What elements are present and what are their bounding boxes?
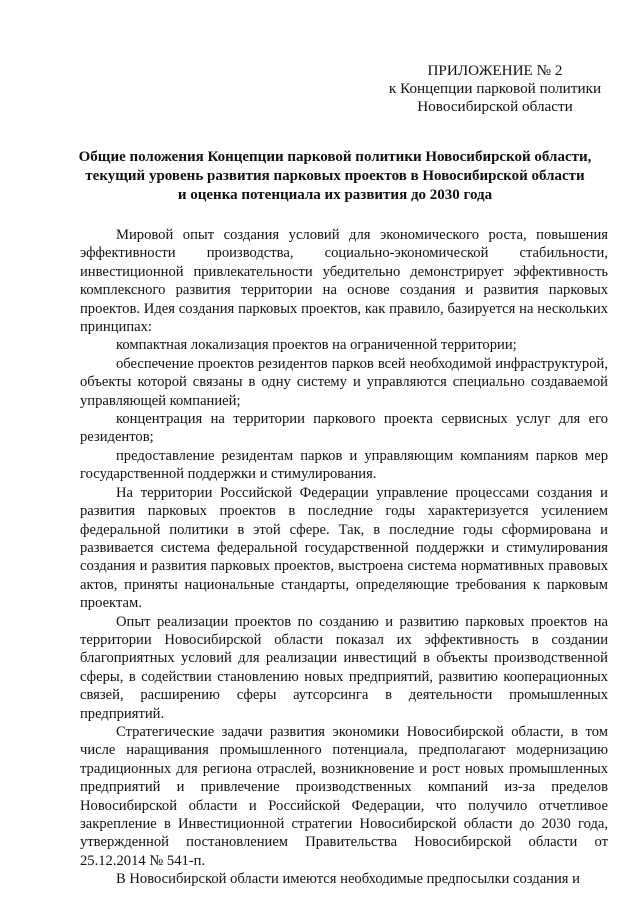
paragraph-federal-policy: На территории Российской Федерации управление процессами создания и развития парковых проектов в последние годы характеризуется усилением федеральной политики в этой сфере. Так, в последние годы сформирована и развивается система федеральной государственной поддержки и стимулирования создания и развития парковых проектов, выстроена система нормативных правовых актов, приняты национальные стандарты, определяющие требования к парковым проектам. [80,484,608,612]
principle-service-concentration: концентрация на территории паркового проекта сервисных услуг для его резидентов; [80,411,608,446]
paragraph-regional-experience: Опыт реализации проектов по созданию и развитию парковых проектов на территории Новосибирской области показал их эффективность в создании благоприятных условий для реализации инвестиций в объекты производственной сферы, в содействии становлению новых предприятий, развитию кооперационных связей, расширению сферы аутсорсинга в деятельности промышленных предприятий. [80,613,608,722]
paragraph-world-experience: Мировой опыт создания условий для экономического роста, повышения эффективности производства, социально-экономической стабильности, инвестиционной привлекательности убедительно демонстрирует эффективность комплексного развития территории на основе создания и развития парковых проектов. Идея создания парковых проектов, как правило, базируется на нескольких принципах: [80,227,608,336]
annex-header [360,62,630,116]
annex-region: Новосибирской области [417,98,573,115]
title-line-2: текущий уровень развития парковых проектов в Новосибирской области [85,168,585,184]
annex-number: ПРИЛОЖЕНИЕ № 2 [427,62,563,79]
principle-infrastructure: обеспечение проектов резидентов парков всей необходимой инфраструктурой, объекты которой связаны в одну систему и управляются специально создаваемой управляющей компанией; [80,355,608,409]
paragraph-prerequisites: В Новосибирской области имеются необходимые предпосылки создания и [116,871,580,888]
paragraph-strategic-tasks: Стратегические задачи развития экономики Новосибирской области, в том числе наращивания промышленного потенциала, предполагают модернизацию традиционных для региона отраслей, возникновение и рост новых промышленных предприятий и привлечение производственных компаний из-за пределов Новосибирской области и Российской Федерации, что получило отчетливое закрепление в Инвестиционной стратегии Новосибирской области до 2030 года, утвержденной постановлением Правительства Новосибирской области от 25.12.2014 № 541-п. [80,723,608,869]
document-title [66,148,604,205]
principle-state-support: предоставление резидентам парков и управляющим компаниям парков мер государственной поддержки и стимулирования. [80,447,608,483]
title-line-3: и оценка потенциала их развития до 2030 года [177,187,493,203]
document-body [80,226,608,889]
title-line-1: Общие положения Концепции парковой политики Новосибирской области, [78,149,592,165]
annex-reference: к Концепции парковой политики [388,80,602,97]
principle-compact-localization: компактная локализация проектов на ограниченной территории; [116,337,517,354]
